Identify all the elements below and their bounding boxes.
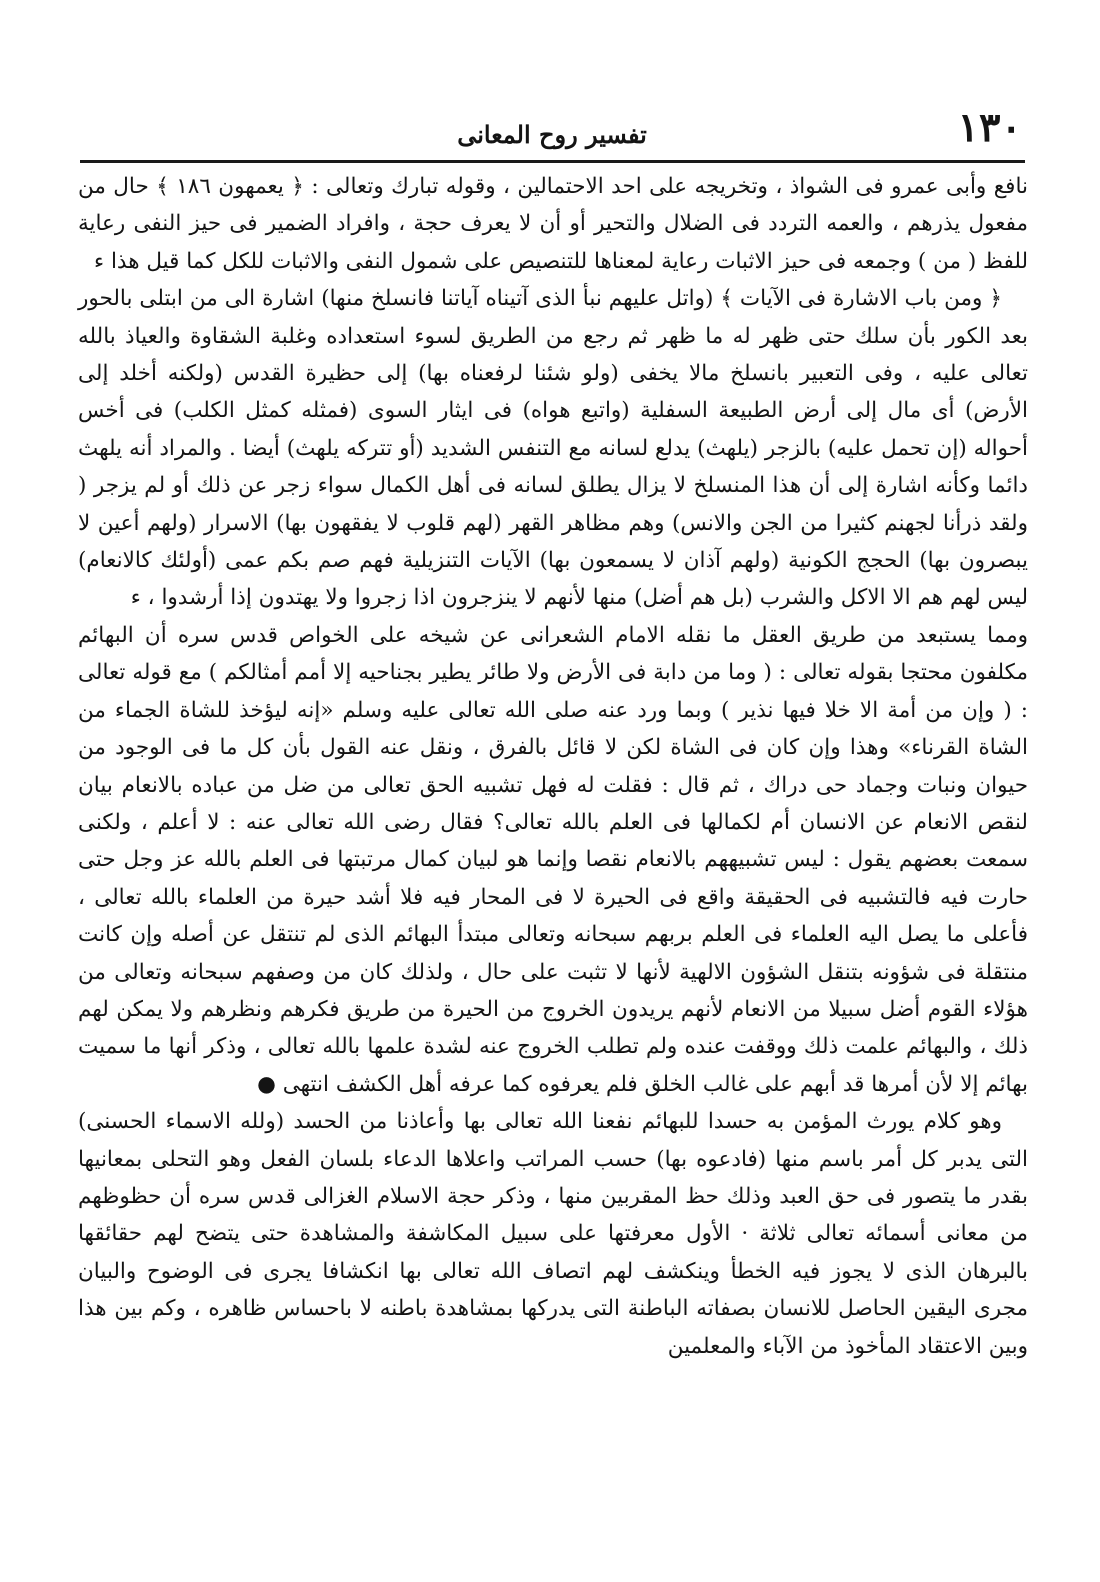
- paragraph-1: نافع وأبى عمرو فى الشواذ ، وتخريجه على احد الاحتمالين ، وقوله تبارك وتعالى : ﴿ يعمهون ١٨٦ ﴾ حال من مفعول يذرهم ، والعمه التردد فى الضلال والتحير أو أن لا يعرف حجة ، وافراد الضمير فى حيز النفى رعاية للفظ ( من ) وجمعه فى حيز الاثبات رعاية لمعناها للتنصيص على شمول النفى والاثبات للكل كما قيل هذا ء: [78, 174, 1028, 274]
- paragraph-4: وهو كلام يورث المؤمن به حسدا للبهائم نفعنا الله تعالى بها وأعاذنا من الحسد (ولله الاسماء الحسنى) التى يدبر كل أمر باسم منها (فادعوه بها) حسب المراتب واعلاها الدعاء بلسان الفعل وهو التحلى بمعانيها بقدر ما يتصور فى حق العبد وذلك حظ المقربين منها ، وذكر حجة الاسلام الغزالى قدس سره أن حظوظهم من معانى أسمائه تعالى ثلاثة · الأول معرفتها على سبيل المكاشفة والمشاهدة حتى يتضح لهم حقائقها بالبرهان الذى لا يجوز فيه الخطأ وينكشف لهم اتصاف الله تعالى بها انكشافا يجرى فى الوضوح والبيان مجرى اليقين الحاصل للانسان بصفاته الباطنة التى يدركها بمشاهدة باطنه لا باحساس ظاهره ، وكم بين هذا وبين الاعتقاد المأخوذ من الآباء والمعلمين: [78, 1109, 1028, 1359]
- page-number: ١٣٠: [957, 104, 1022, 151]
- page-header: [82, 106, 1022, 156]
- paragraph-2: ﴿ ومن باب الاشارة فى الآيات ﴾ (واتل عليهم نبأ الذى آتيناه آياتنا فانسلخ منها) اشارة الى من ابتلى بالحور بعد الكور بأن سلك حتى ظهر له ما ظهر ثم رجع من الطريق لسوء استعداده وغلبة الشقاوة والعياذ بالله تعالى عليه ، وفى التعبير بانسلخ مالا يخفى (ولو شئنا لرفعناه بها) إلى حظيرة القدس (ولكنه أخلد إلى الأرض) أى مال إلى أرض الطبيعة السفلية (واتبع هواه) فى ايثار السوى (فمثله كمثل الكلب) فى أخس أحواله (إن تحمل عليه) بالزجر (يلهث) يدلع لسانه مع التنفس الشديد (أو تتركه يلهث) أيضا . والمراد أنه يلهث دائما وكأنه اشارة إلى أن هذا المنسلخ لا يزال يطلق لسانه فى أهل الكمال سواء زجر عن ذلك أو لم يزجر ( ولقد ذرأنا لجهنم كثيرا من الجن والانس) وهم مظاهر القهر (لهم قلوب لا يفقهون بها) الاسرار (ولهم أعين لا يبصرون بها) الحجج الكونية (ولهم آذان لا يسمعون بها) الآيات التنزيلية فهم صم بكم عمى (أولئك كالانعام) ليس لهم هم الا الاكل والشرب (بل هم أضل) منها لأنهم لا ينزجرون اذا زجروا ولا يهتدون إذا أرشدوا ، ء: [78, 286, 1028, 611]
- body-text: [78, 168, 1028, 1365]
- running-title: تفسير روح المعانى: [457, 120, 647, 149]
- header-rule: [80, 160, 1025, 163]
- paragraph-3: ومما يستبعد من طريق العقل ما نقله الامام الشعرانى عن شيخه على الخواص قدس سره أن البهائم مكلفون محتجا بقوله تعالى : ( وما من دابة فى الأرض ولا طائر يطير بجناحيه إلا أمم أمثالكم ) مع قوله تعالى : ( وإن من أمة الا خلا فيها نذير ) وبما ورد عنه صلى الله تعالى عليه وسلم «إنه ليؤخذ للشاة الجماء من الشاة القرناء» وهذا وإن كان فى الشاة لكن لا قائل بالفرق ، ونقل عنه القول بأن كل ما فى الوجود من حيوان ونبات وجماد حى دراك ، ثم قال : فقلت له فهل تشبيه الحق تعالى من ضل من عباده بالانعام بيان لنقص الانعام عن الانسان أم لكمالها فى العلم بالله تعالى؟ فقال رضى الله تعالى عنه : لا أعلم ، ولكنى سمعت بعضهم يقول : ليس تشبيههم بالانعام نقصا وإنما هو لبيان كمال مرتبتها فى العلم بالله عز وجل حتى حارت فيه فالتشبيه فى الحقيقة واقع فى الحيرة لا فى المحار فيه فلا أشد حيرة من العلماء بالله تعالى ، فأعلى ما يصل اليه العلماء فى العلم بربهم سبحانه وتعالى مبتدأ البهائم الذى لم تنتقل عن أصله وإن كانت منتقلة فى شؤونه بتنقل الشؤون الالهية لأنها لا تثبت على حال ، ولذلك كان من وصفهم سبحانه وتعالى من هؤلاء القوم أضل سبيلا من الانعام لأنهم يريدون الخروج من الحيرة من طريق فكرهم ونظرهم ولا يمكن لهم ذلك ، والبهائم علمت ذلك ووقفت عنده ولم تطلب الخروج عنه لشدة علمها بالله تعالى ، وذكر أنها ما سميت بهائم إلا لأن أمرها قد أبهم على غالب الخلق فلم يعرفوه كما عرفه أهل الكشف انتهى ●: [78, 622, 1028, 1097]
